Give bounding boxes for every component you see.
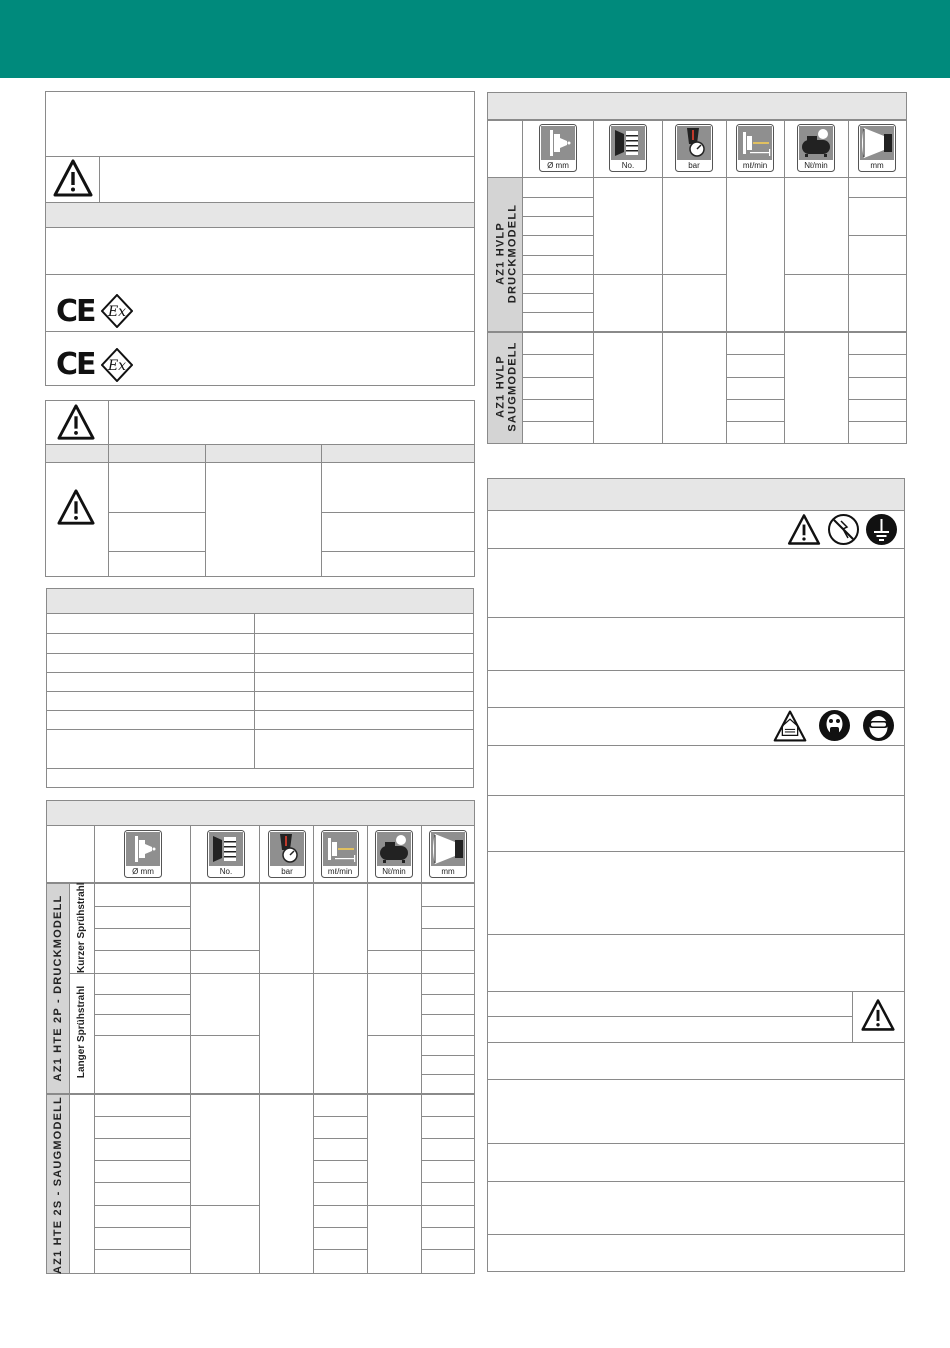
fan-unit: mm [870,161,884,170]
needle-unit: No. [219,867,233,876]
header-band [0,0,950,78]
fluid-flow-unit: mℓ/min [742,161,768,170]
needle-unit: No. [621,161,635,170]
goggles-icon [862,709,895,742]
ce-mark-1: CE [56,294,95,329]
right-group-suction-line1: AZ1 HVLP [494,355,507,418]
respirator-mask-icon [818,709,851,742]
svg-text:Ex: Ex [107,304,127,320]
nozzle-unit: Ø mm [547,161,569,170]
right-group-pressure-line1: AZ1 HVLP [494,222,507,285]
warning-icon [860,998,896,1032]
intro-box [45,91,475,386]
air-unit: Nℓ/min [382,867,406,876]
safety-box [487,478,905,1272]
warning-icon [52,158,94,198]
ce-mark-2: CE [56,347,95,382]
warning-icon [56,403,96,441]
group-label-pressure: AZ1 HTE 2P - DRUCKMODELL [52,894,64,1082]
group-label-suction: AZ1 HTE 2S - SAUGMODELL [52,1096,64,1274]
right-group-suction-line2: SAUGMODELL [506,341,519,432]
fan-unit: mm [441,867,455,876]
ground-icon [865,513,898,546]
sub-label-long: Langer Sprühstrahl [76,985,87,1079]
warning-icon [786,513,822,546]
warning-icon [56,488,96,526]
spec-table [46,588,474,788]
right-group-pressure-line2: DRUCKMODELL [506,203,519,304]
air-unit: Nℓ/min [804,161,828,170]
fluid-flow-unit: mℓ/min [327,867,353,876]
no-spark-icon [827,513,860,546]
sub-label-short: Kurzer Sprühstrahl [76,882,87,973]
pressure-unit: bar [281,867,293,876]
ex-mark-icon-1 [101,294,133,328]
nozzle-unit: Ø mm [132,867,154,876]
ventilation-warning-icon [772,709,808,743]
svg-text:Ex: Ex [107,358,127,374]
ex-mark-icon-2 [101,348,133,382]
pressure-unit: bar [688,161,700,170]
intro-header-band [46,202,474,227]
